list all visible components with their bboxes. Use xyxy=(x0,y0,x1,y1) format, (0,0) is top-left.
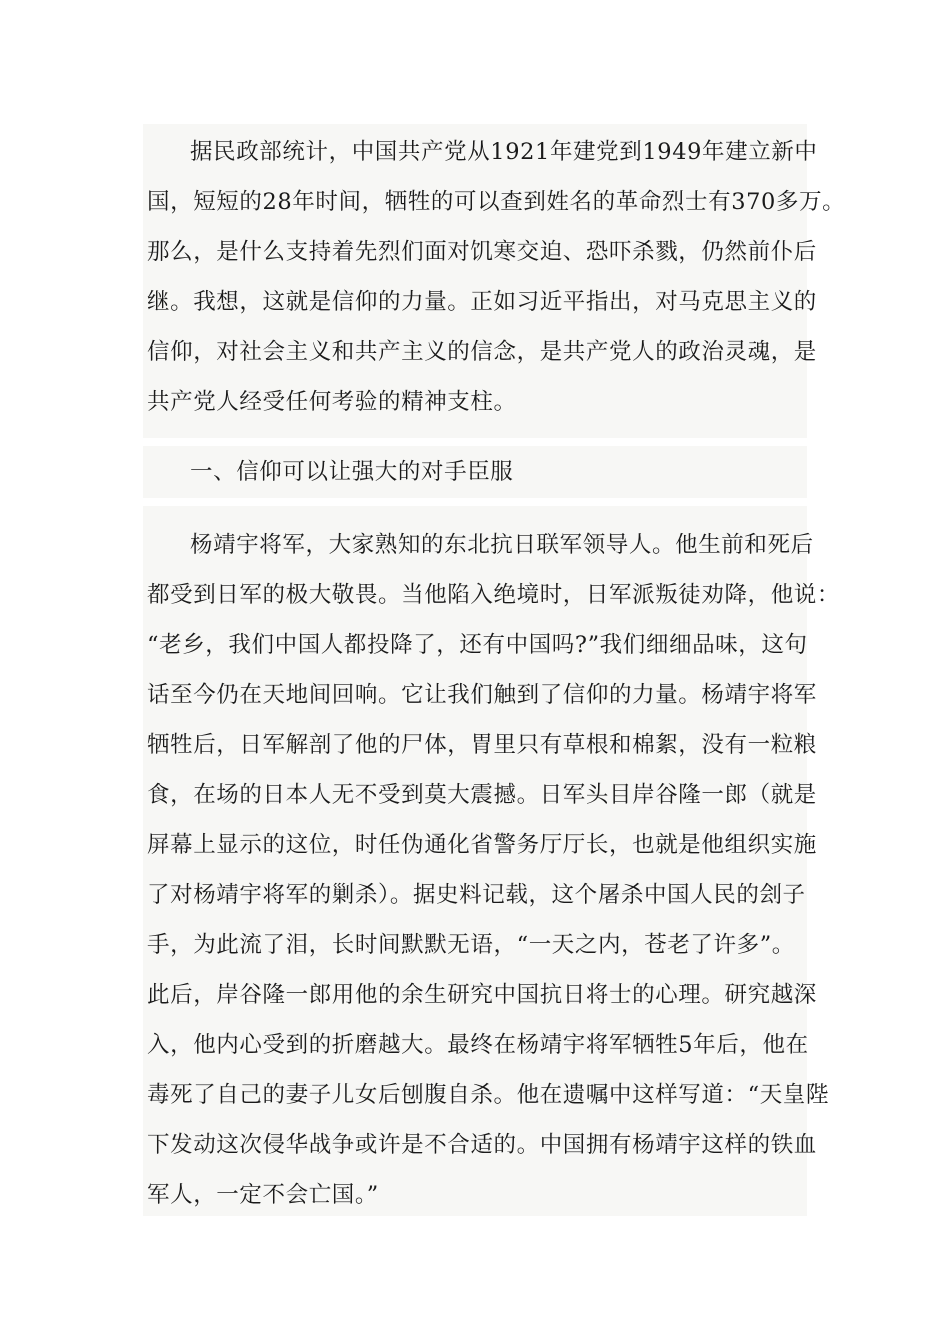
paragraph-line: 国，短短的28年时间，牺牲的可以查到姓名的革命烈士有370多万。 xyxy=(147,189,846,215)
paragraph-statistics xyxy=(143,124,846,438)
paragraph-line: 信仰，对社会主义和共产主义的信念，是共产党人的政治灵魂，是 xyxy=(147,339,817,365)
paragraph-line: 都受到日军的极大敬畏。当他陷入绝境时，日军派叛徒劝降，他说： xyxy=(147,582,841,608)
paragraph-line: 军人，一定不会亡国。” xyxy=(147,1182,379,1208)
paragraph-line: 食，在场的日本人无不受到莫大震撼。日军头目岸谷隆一郎（就是 xyxy=(147,782,817,808)
paragraph-line: 了对杨靖宇将军的剿杀）。据史料记载，这个屠杀中国人民的刽子 xyxy=(147,882,806,908)
paragraph-yang-jingyu xyxy=(143,506,841,1216)
paragraph-line: 手，为此流了泪，长时间默默无语，“一天之内，苍老了许多”。 xyxy=(147,932,795,958)
paragraph-line: 入，他内心受到的折磨越大。最终在杨靖宇将军牺牲5年后，他在 xyxy=(147,1032,809,1058)
paragraph-line: 杨靖宇将军，大家熟知的东北抗日联军领导人。他生前和死后 xyxy=(190,532,814,558)
paragraph-line: 牺牲后，日军解剖了他的尸体，胃里只有草根和棉絮，没有一粒粮 xyxy=(147,732,817,758)
paragraph-line: 那么，是什么支持着先烈们面对饥寒交迫、恐吓杀戮，仍然前仆后 xyxy=(147,239,817,265)
paragraph-line: 屏幕上显示的这位，时任伪通化省警务厅厅长，也就是他组织实施 xyxy=(147,832,817,858)
paragraph-line: “老乡，我们中国人都投降了，还有中国吗?”我们细细品味，这句 xyxy=(147,632,808,658)
paragraph-line: 下发动这次侵华战争或许是不合适的。中国拥有杨靖宇这样的铁血 xyxy=(147,1132,817,1158)
section-heading xyxy=(143,446,807,498)
paragraph-line: 毒死了自己的妻子儿女后刨腹自杀。他在遗嘱中这样写道：“天皇陛 xyxy=(147,1082,830,1108)
heading-text: 一、信仰可以让强大的对手臣服 xyxy=(190,459,514,485)
paragraph-line: 此后，岸谷隆一郎用他的余生研究中国抗日将士的心理。研究越深 xyxy=(147,982,817,1008)
paragraph-line: 话至今仍在天地间回响。它让我们触到了信仰的力量。杨靖宇将军 xyxy=(147,682,817,708)
paragraph-line: 共产党人经受任何考验的精神支柱。 xyxy=(147,389,517,415)
paragraph-line: 据民政部统计，中国共产党从1921年建党到1949年建立新中 xyxy=(190,139,818,165)
paragraph-line: 继。我想，这就是信仰的力量。正如习近平指出，对马克思主义的 xyxy=(147,289,817,315)
